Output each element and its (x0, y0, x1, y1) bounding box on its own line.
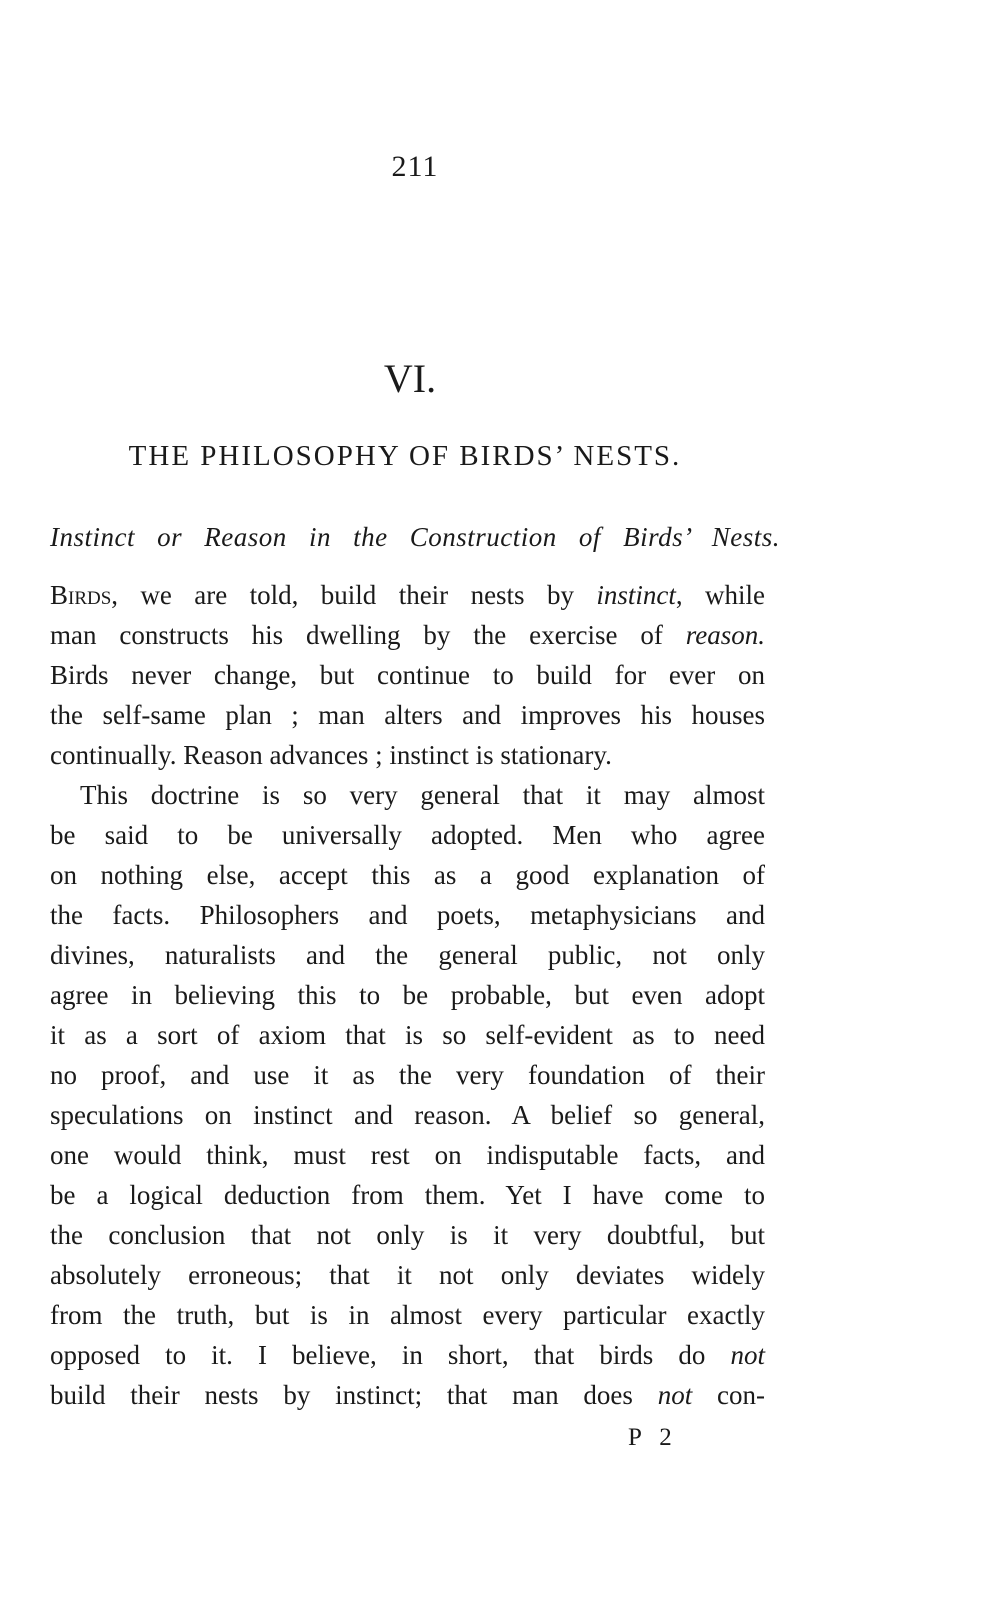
text-run: , while (675, 580, 765, 610)
text-line: Birds never change, but continue to build for ever on (50, 660, 765, 690)
text-line: This doctrine is so very general that it may almost (80, 780, 765, 810)
text-line: agree in believing this to be probable, but even adopt (50, 980, 765, 1010)
text-line: the conclusion that not only is it very doubtful, but (50, 1220, 765, 1250)
signature-mark: P 2 (628, 1424, 678, 1451)
text-run: build their nests by instinct; that man does (50, 1380, 658, 1410)
body-text (50, 575, 765, 1415)
text-line: the facts. Philosophers and poets, metaphysicians and (50, 900, 765, 930)
text-line (50, 1375, 765, 1415)
italic-word: reason. (685, 620, 765, 650)
text-run: , we are told, build their nests by (111, 580, 597, 610)
drop-word: Birds (50, 580, 112, 610)
text-run: man constructs his dwelling by the exercise of (50, 620, 686, 650)
page-number: 211 (391, 150, 439, 183)
text-line (50, 1335, 765, 1375)
chapter-title: THE PHILOSOPHY OF BIRDS’ NESTS. (128, 440, 682, 472)
text-line: from the truth, but is in almost every particular exactly (50, 1300, 765, 1330)
italic-word: instinct (596, 580, 676, 610)
text-line: divines, naturalists and the general public, not only (50, 940, 765, 970)
text-line: be a logical deduction from them. Yet I have come to (50, 1180, 765, 1210)
text-line: be said to be universally adopted. Men who agree (50, 820, 765, 850)
text-line: it as a sort of axiom that is so self-evident as to need (50, 1020, 765, 1050)
text-line: continually. Reason advances ; instinct is stationary. (50, 740, 612, 770)
text-line: no proof, and use it as the very foundation of their (50, 1060, 765, 1090)
text-line (50, 575, 765, 615)
text-line: absolutely erroneous; that it not only deviates widely (50, 1260, 765, 1290)
text-run: con- (692, 1380, 765, 1410)
chapter-number: VI. (383, 356, 437, 401)
text-line: on nothing else, accept this as a good explanation of (50, 860, 765, 890)
italic-word: not (730, 1340, 765, 1370)
chapter-subtitle: Instinct or Reason in the Construction of Birds’ Nests. (50, 522, 780, 552)
text-line: speculations on instinct and reason. A belief so general, (50, 1100, 765, 1130)
text-line (50, 615, 765, 655)
text-line: the self-same plan ; man alters and improves his houses (50, 700, 765, 730)
text-run: opposed to it. I believe, in short, that birds do (50, 1340, 731, 1370)
italic-word: not (657, 1380, 693, 1410)
text-line: one would think, must rest on indisputable facts, and (50, 1140, 765, 1170)
